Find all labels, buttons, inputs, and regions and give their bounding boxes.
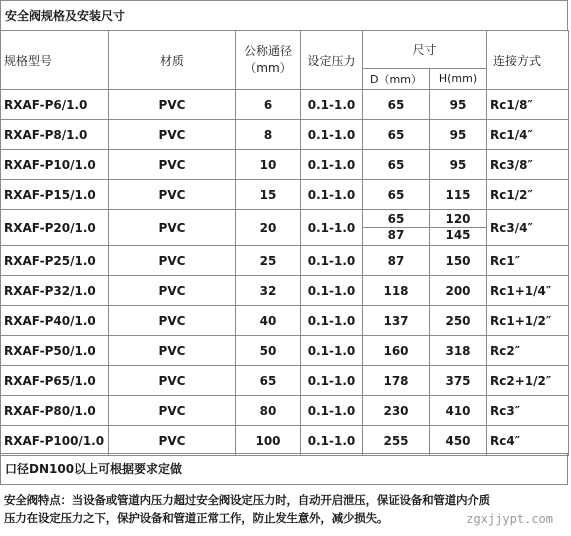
cell-model: RXAF-P10/1.0 [1,150,109,180]
cell-model: RXAF-P25/1.0 [1,246,109,276]
cell-dn: 65 [236,366,301,396]
feature-description [0,485,568,536]
header-size: 尺寸 [363,31,487,69]
header-d: D（mm） [363,68,430,89]
table-row [1,210,569,246]
cell-pressure: 0.1-1.0 [301,396,363,426]
cell-d: 65 [363,120,430,150]
cell-h: 95 [430,150,487,180]
table-row [1,426,569,456]
cell-d: 87 [363,246,430,276]
cell-material: PVC [109,246,236,276]
cell-d: 65 [363,180,430,210]
cell-connection: Rc2″ [487,336,569,366]
feature-line-2: 压力在设定压力之下，保护设备和管道正常工作，防止发生意外，减少损失。 [4,511,389,525]
cell-dn: 20 [236,210,301,246]
cell-pressure: 0.1-1.0 [301,366,363,396]
table-row [1,396,569,426]
cell-pressure: 0.1-1.0 [301,276,363,306]
cell-pressure: 0.1-1.0 [301,180,363,210]
table-row [1,180,569,210]
cell-material: PVC [109,306,236,336]
cell-h: 318 [430,336,487,366]
cell-model: RXAF-P50/1.0 [1,336,109,366]
cell-d: 137 [363,306,430,336]
cell-connection: Rc1/2″ [487,180,569,210]
cell-h: 150 [430,246,487,276]
cell-d-value: 65 [363,212,429,228]
cell-d: 178 [363,366,430,396]
header-row [1,31,569,69]
cell-h: 115 [430,180,487,210]
custom-order-note: 口径DN100以上可根据要求定做 [0,453,568,485]
cell-h: 410 [430,396,487,426]
cell-dn: 50 [236,336,301,366]
table-row [1,120,569,150]
cell-dn: 15 [236,180,301,210]
table-row [1,150,569,180]
cell-dn: 100 [236,426,301,456]
table-row [1,336,569,366]
cell-d: 118 [363,276,430,306]
cell-model: RXAF-P40/1.0 [1,306,109,336]
cell-material: PVC [109,336,236,366]
cell-d: 65 [363,150,430,180]
table-row [1,90,569,120]
header-model: 规格型号 [1,31,109,90]
cell-h-split [430,210,487,246]
cell-connection: Rc3/4″ [487,210,569,246]
cell-model: RXAF-P8/1.0 [1,120,109,150]
cell-d: 65 [363,90,430,120]
cell-pressure: 0.1-1.0 [301,306,363,336]
cell-model: RXAF-P6/1.0 [1,90,109,120]
cell-connection: Rc4″ [487,426,569,456]
cell-material: PVC [109,366,236,396]
table-row [1,366,569,396]
cell-h: 450 [430,426,487,456]
cell-h: 200 [430,276,487,306]
cell-dn: 10 [236,150,301,180]
header-pressure: 设定压力 [301,31,363,90]
header-material: 材质 [109,31,236,90]
page-title: 安全阀规格及安装尺寸 [0,0,568,31]
cell-pressure: 0.1-1.0 [301,150,363,180]
cell-material: PVC [109,426,236,456]
cell-dn: 80 [236,396,301,426]
cell-connection: Rc1/8″ [487,90,569,120]
cell-pressure: 0.1-1.0 [301,426,363,456]
cell-model: RXAF-P80/1.0 [1,396,109,426]
feature-line-1: 安全阀特点：当设备或管道内压力超过安全阀设定压力时，自动开启泄压，保证设备和管道内介质 [4,493,490,507]
header-connection: 连接方式 [487,31,569,90]
cell-d-split [363,210,430,246]
cell-dn: 40 [236,306,301,336]
table-row [1,276,569,306]
cell-connection: Rc1″ [487,246,569,276]
cell-model: RXAF-P32/1.0 [1,276,109,306]
cell-d: 160 [363,336,430,366]
cell-material: PVC [109,210,236,246]
cell-material: PVC [109,180,236,210]
cell-dn: 25 [236,246,301,276]
cell-dn: 8 [236,120,301,150]
cell-h-value-2: 145 [445,228,471,242]
cell-model: RXAF-P100/1.0 [1,426,109,456]
cell-connection: Rc3/8″ [487,150,569,180]
cell-pressure: 0.1-1.0 [301,210,363,246]
header-dn-line1: 公称通径 [243,44,292,58]
cell-h-value: 120 [430,212,486,228]
cell-pressure: 0.1-1.0 [301,246,363,276]
cell-h: 375 [430,366,487,396]
cell-connection: Rc1/4″ [487,120,569,150]
cell-connection: Rc3″ [487,396,569,426]
spec-table [0,30,569,456]
cell-material: PVC [109,276,236,306]
cell-d-value-2: 87 [387,228,405,242]
cell-model: RXAF-P20/1.0 [1,210,109,246]
cell-model: RXAF-P65/1.0 [1,366,109,396]
cell-pressure: 0.1-1.0 [301,90,363,120]
cell-model: RXAF-P15/1.0 [1,180,109,210]
cell-pressure: 0.1-1.0 [301,120,363,150]
cell-d: 255 [363,426,430,456]
watermark: zgxjjypt.com [466,512,553,526]
cell-material: PVC [109,120,236,150]
cell-h: 250 [430,306,487,336]
cell-connection: Rc1+1/4″ [487,276,569,306]
cell-connection: Rc1+1/2″ [487,306,569,336]
cell-h: 95 [430,120,487,150]
cell-material: PVC [109,396,236,426]
header-dn-line2: （mm） [244,61,292,75]
cell-connection: Rc2+1/2″ [487,366,569,396]
header-h: H(mm) [430,68,487,89]
cell-dn: 32 [236,276,301,306]
cell-dn: 6 [236,90,301,120]
cell-material: PVC [109,90,236,120]
cell-pressure: 0.1-1.0 [301,336,363,366]
table-row [1,246,569,276]
header-nominal-diameter [236,31,301,90]
cell-h: 95 [430,90,487,120]
cell-d: 230 [363,396,430,426]
cell-material: PVC [109,150,236,180]
table-row [1,306,569,336]
